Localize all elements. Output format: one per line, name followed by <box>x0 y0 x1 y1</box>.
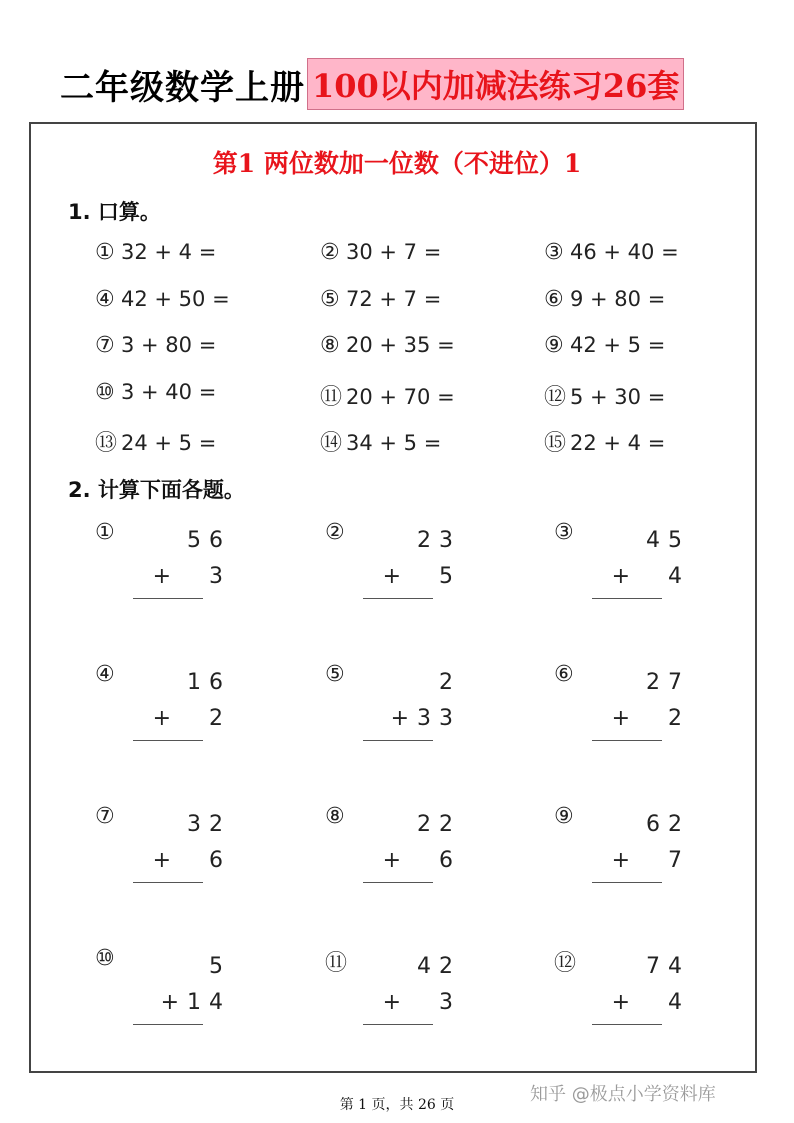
item-number: ⑧ <box>325 804 345 829</box>
sum-line <box>592 1024 662 1025</box>
vertical-item <box>554 662 694 782</box>
oral-item <box>320 333 455 358</box>
addend-top: 27 <box>646 670 690 695</box>
oral-expression: 72 + 7 = <box>346 286 442 311</box>
oral-item <box>320 287 441 312</box>
oral-item <box>320 426 441 457</box>
oral-expression: 46 + 40 = <box>570 240 679 264</box>
oral-expression: 5 + 30 = <box>570 384 666 409</box>
addend-top: 32 <box>187 812 231 837</box>
item-number: ⑨ <box>544 333 564 358</box>
section-title: 第1 两位数加一位数（不进位）1 <box>212 149 582 178</box>
vertical-item <box>95 946 235 1066</box>
item-number: ⑤ <box>320 286 340 312</box>
addend-bottom: +33 <box>390 706 461 731</box>
oral-item <box>544 426 665 457</box>
sum-line <box>592 882 662 883</box>
worksheet-title-highlight: 100以内加减法练习26套 <box>307 58 684 110</box>
addend-top: 16 <box>187 670 231 695</box>
oral-item <box>544 240 679 265</box>
oral-expression: 24 + 5 = <box>121 431 217 455</box>
oral-expression: 3 + 40 = <box>121 379 217 404</box>
addend-bottom: + 2 <box>152 706 231 731</box>
addend-bottom: + 6 <box>382 848 461 873</box>
addend-top: 22 <box>417 812 461 837</box>
sum-line <box>133 1024 203 1025</box>
item-number: ⑦ <box>95 333 115 358</box>
addend-top: 42 <box>417 954 461 979</box>
oral-expression: 22 + 4 = <box>570 431 666 455</box>
vertical-item <box>325 946 465 1066</box>
item-number: ⑦ <box>95 804 115 829</box>
addend-top: 56 <box>187 528 231 553</box>
addend-bottom: + 4 <box>611 990 690 1015</box>
sum-line <box>363 1024 433 1025</box>
item-number: ⑮ <box>544 431 567 456</box>
oral-expression: 3 + 80 = <box>121 333 217 357</box>
vertical-item <box>325 662 465 782</box>
addend-top: 45 <box>646 528 690 553</box>
oral-item <box>320 380 455 411</box>
addend-bottom: + 3 <box>382 990 461 1015</box>
oral-expression: 30 + 7 = <box>346 240 442 264</box>
item-number: ⑥ <box>554 662 574 687</box>
item-number: ⑥ <box>544 286 564 312</box>
item-number: ③ <box>544 240 564 265</box>
vertical-item <box>554 520 694 640</box>
item-number: ④ <box>95 286 115 312</box>
item-number: ⑪ <box>320 384 343 410</box>
oral-item <box>544 380 665 411</box>
oral-expression: 20 + 70 = <box>346 384 455 409</box>
oral-expression: 32 + 4 = <box>121 240 217 264</box>
item-number: ① <box>95 520 115 545</box>
sum-line <box>133 882 203 883</box>
addend-bottom: + 4 <box>611 564 690 589</box>
vertical-item <box>95 804 235 924</box>
item-number: ① <box>95 240 115 265</box>
item-number: ⑬ <box>95 431 118 456</box>
oral-item <box>95 426 216 457</box>
sum-line <box>592 740 662 741</box>
item-number: ⑪ <box>325 951 348 976</box>
oral-expression: 42 + 50 = <box>121 286 230 311</box>
vertical-item <box>325 804 465 924</box>
sum-line <box>133 598 203 599</box>
addend-bottom: + 7 <box>611 848 690 873</box>
vertical-item <box>325 520 465 640</box>
item-number: ⑫ <box>544 384 567 410</box>
item-number: ⑧ <box>320 333 340 358</box>
item-number: ③ <box>554 520 574 545</box>
vertical-item <box>554 804 694 924</box>
item-number: ② <box>320 240 340 265</box>
item-number: ② <box>325 520 345 545</box>
addend-top: 5 <box>209 954 231 979</box>
worksheet-title: 二年级数学上册 <box>60 67 305 108</box>
item-number: ⑩ <box>95 379 115 405</box>
addend-bottom: +14 <box>160 990 231 1015</box>
addend-bottom: + 3 <box>152 564 231 589</box>
vertical-item <box>95 520 235 640</box>
item-number: ④ <box>95 662 115 687</box>
addend-top: 74 <box>646 954 690 979</box>
addend-top: 62 <box>646 812 690 837</box>
vertical-item <box>554 946 694 1066</box>
oral-item <box>544 333 665 358</box>
sum-line <box>363 740 433 741</box>
oral-item <box>95 240 216 265</box>
oral-item <box>95 287 230 312</box>
item-number: ⑤ <box>325 662 345 687</box>
sum-line <box>363 882 433 883</box>
addend-bottom: + 5 <box>382 564 461 589</box>
addend-top: 2 <box>439 670 461 695</box>
oral-item <box>320 240 441 265</box>
oral-expression: 20 + 35 = <box>346 333 455 357</box>
oral-expression: 9 + 80 = <box>570 286 666 311</box>
question-2-heading: 2. 计算下面各题。 <box>68 478 245 502</box>
item-number: ⑫ <box>554 951 577 976</box>
worksheet-header <box>60 56 740 112</box>
oral-item <box>544 287 665 312</box>
sum-line <box>133 740 203 741</box>
watermark: 知乎 @极点小学资料库 <box>530 1084 716 1105</box>
page-footer: 第 1 页，共 26 页 <box>339 1097 455 1113</box>
addend-bottom: + 2 <box>611 706 690 731</box>
question-1-heading: 1. 口算。 <box>68 200 161 224</box>
oral-item <box>95 380 216 405</box>
sum-line <box>363 598 433 599</box>
oral-expression: 42 + 5 = <box>570 333 666 357</box>
item-number: ⑨ <box>554 804 574 829</box>
oral-expression: 34 + 5 = <box>346 431 442 455</box>
item-number: ⑩ <box>95 946 115 971</box>
vertical-item <box>95 662 235 782</box>
item-number: ⑭ <box>320 431 343 456</box>
sum-line <box>592 598 662 599</box>
oral-item <box>95 333 216 358</box>
addend-bottom: + 6 <box>152 848 231 873</box>
addend-top: 23 <box>417 528 461 553</box>
